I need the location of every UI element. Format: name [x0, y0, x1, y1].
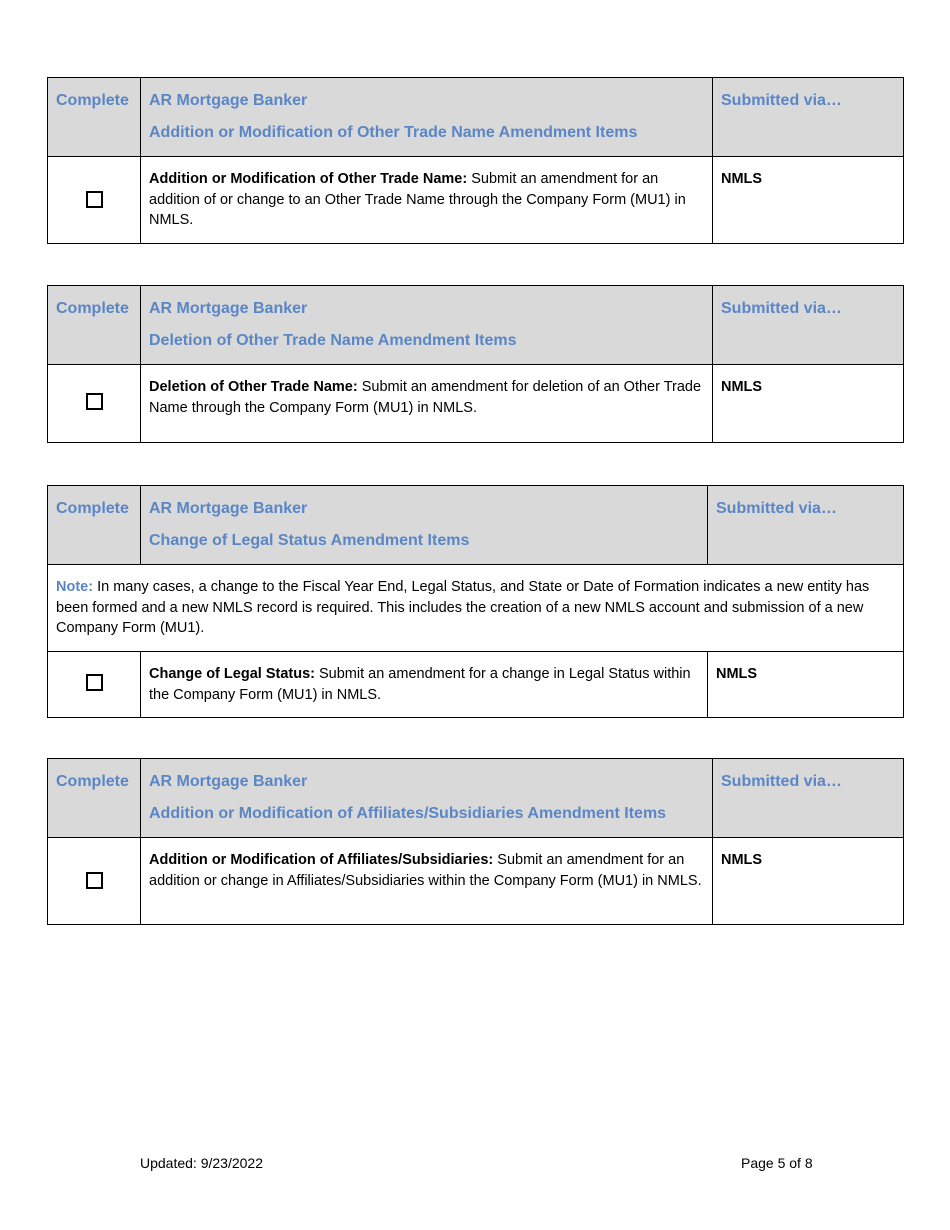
table-row [48, 365, 904, 443]
submitted-via-header: Submitted via… [713, 286, 904, 365]
submitted-via-header: Submitted via… [713, 759, 904, 838]
item-description: Submit an amendment for an addition or change in Affiliates/Subsidiaries within the Company Form (MU1) in NMLS. [149, 852, 702, 889]
complete-header: Complete [48, 78, 141, 157]
table-row [48, 652, 904, 718]
table-header-row [48, 286, 904, 365]
item-description: Submit an amendment for deletion of an Other Trade Name through the Company Form (MU1) in NMLS. [149, 379, 702, 416]
item-title: Deletion of Other Trade Name: [149, 379, 358, 395]
table-row [48, 838, 904, 925]
complete-cell [48, 157, 141, 244]
complete-header: Complete [48, 759, 141, 838]
item-description: Submit an amendment for an addition of or change to an Other Trade Name through the Company Form (MU1) in NMLS. [149, 171, 686, 228]
note-cell [48, 565, 904, 652]
table-header-row [48, 759, 904, 838]
table-title: AR Mortgage Banker [149, 500, 308, 517]
complete-checkbox[interactable] [86, 393, 103, 410]
note-label: Note: [56, 579, 94, 595]
table-subtitle: Change of Legal Status Amendment Items [149, 532, 470, 549]
submitted-via-value: NMLS [713, 157, 904, 244]
complete-cell [48, 365, 141, 443]
submitted-via-value: NMLS [713, 365, 904, 443]
amendment-table-deletion-trade-name [47, 285, 904, 443]
table-title: AR Mortgage Banker [149, 300, 308, 317]
table-title-cell [141, 286, 713, 365]
complete-cell [48, 652, 141, 718]
table-subtitle: Addition or Modification of Affiliates/Subsidiaries Amendment Items [149, 805, 667, 822]
table-row [48, 157, 904, 244]
amendment-table-affiliates [47, 758, 904, 925]
description-cell [141, 365, 713, 443]
footer-page-number: Page 5 of 8 [741, 1155, 813, 1171]
table-header-row [48, 486, 904, 565]
complete-header: Complete [48, 286, 141, 365]
table-title: AR Mortgage Banker [149, 773, 308, 790]
table-subtitle: Deletion of Other Trade Name Amendment Items [149, 332, 517, 349]
submitted-via-header: Submitted via… [708, 486, 904, 565]
description-cell [141, 157, 713, 244]
table-title-cell [141, 759, 713, 838]
item-title: Change of Legal Status: [149, 666, 315, 682]
item-title: Addition or Modification of Other Trade Name: [149, 171, 468, 187]
amendment-table-legal-status [47, 485, 904, 718]
table-title-cell [141, 78, 713, 157]
table-title-cell [141, 486, 708, 565]
amendment-table-other-trade-name [47, 77, 904, 244]
complete-checkbox[interactable] [86, 872, 103, 889]
table-subtitle: Addition or Modification of Other Trade Name Amendment Items [149, 124, 638, 141]
note-row [48, 565, 904, 652]
description-cell [141, 838, 713, 925]
complete-checkbox[interactable] [86, 674, 103, 691]
footer-updated: Updated: 9/23/2022 [140, 1155, 263, 1171]
submitted-via-header: Submitted via… [713, 78, 904, 157]
complete-header: Complete [48, 486, 141, 565]
item-title: Addition or Modification of Affiliates/Subsidiaries: [149, 852, 494, 868]
submitted-via-value: NMLS [713, 838, 904, 925]
table-header-row [48, 78, 904, 157]
table-title: AR Mortgage Banker [149, 92, 308, 109]
complete-checkbox[interactable] [86, 191, 103, 208]
submitted-via-value: NMLS [708, 652, 904, 718]
item-description: Submit an amendment for a change in Legal Status within the Company Form (MU1) in NMLS. [149, 666, 691, 703]
complete-cell [48, 838, 141, 925]
description-cell [141, 652, 708, 718]
note-text: In many cases, a change to the Fiscal Year End, Legal Status, and State or Date of Formation indicates a new entity has been formed and a new NMLS record is required. This includes the creation of a new NMLS account and submission of a new Company Form (MU1). [56, 579, 870, 636]
